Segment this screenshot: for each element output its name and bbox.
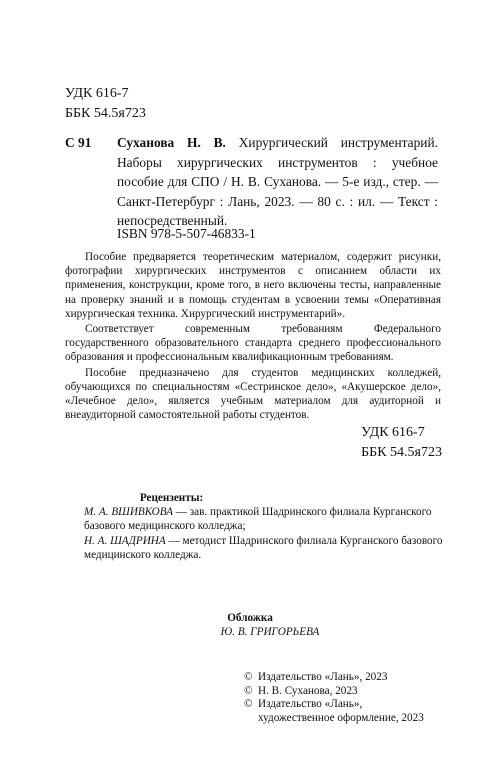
author-name: Суханова Н. В.	[117, 135, 226, 150]
reviewer-role: — зав. практикой Шадринского филиала Курганского базового медицинского колледжа;	[84, 506, 432, 533]
reviewer-role: — методист Шадринского филиала Курганского базового медицинского колледжа.	[84, 534, 443, 561]
abstract-paragraph: Пособие предназначено для студентов медицинских колледжей, обучающихся по специальностям «Сестринское дело», «Акушерское дело», «Лечебное дело», является учебным материалом для аудиторной и внеаудиторной самостоятельной работы студентов.	[65, 366, 441, 422]
reviewer-name: М. А. ВШИВКОВА	[84, 506, 173, 519]
reviewers-heading: Рецензенты:	[139, 492, 204, 504]
classification-top	[65, 84, 146, 124]
bbk-code: ББК 54.5я723	[65, 106, 146, 121]
abstract-paragraph: Соответствует современным требованиям Федерального государственного образовательного стандарта среднего профессионального образования и профессиональным квалификационным требованиям.	[65, 323, 441, 364]
copyright-line	[244, 698, 424, 712]
reviewer-entry	[84, 534, 444, 562]
cover-heading: Обложка	[227, 612, 273, 624]
cover-artist: Ю. В. ГРИГОРЬЕВА	[220, 626, 320, 638]
copyright-holder: Издательство «Лань», 2023	[258, 671, 388, 683]
copyright-holder: Н. В. Суханова, 2023	[258, 684, 358, 697]
udk-code: УДК 616-7	[65, 86, 129, 101]
classification-bottom	[361, 423, 442, 463]
copyright-line	[244, 685, 424, 699]
copyright-block	[244, 671, 424, 725]
copyright-continuation: художественное оформление, 2023	[258, 711, 424, 724]
copyright-line	[244, 671, 424, 685]
copyright-symbol: ©	[244, 671, 253, 683]
copyright-symbol: ©	[244, 684, 253, 697]
author-mark: С 91	[65, 135, 92, 150]
abstract	[65, 250, 441, 423]
copyright-symbol: ©	[244, 698, 253, 710]
reviewer-entry	[84, 505, 444, 533]
bibliographic-description	[117, 133, 438, 231]
bbk-code: ББК 54.5я723	[361, 445, 442, 460]
copyright-holder: Издательство «Лань»,	[258, 698, 363, 710]
reviewers	[84, 491, 444, 562]
description-text: Хирургический инструментарий. Наборы хирургических инструментов : учебное пособие для СПО / Н. В. Суханова. — 5-е изд., стер. — Санкт-Петербург : Лань, 2023. — 80 с. : ил. — Текст : непосредственный.	[117, 135, 438, 228]
abstract-paragraph: Пособие предваряется теоретическим материалом, содержит рисунки, фотографии хирургических инструментов с описанием области их применения, конструкции, кроме того, в него включены тесты, направленные на проверку знаний и в помощь студентам в усвоении темы «Оперативная хирургическая техника. Хирургический инструментарий».	[65, 251, 441, 320]
isbn: ISBN 978-5-507-46833-1	[117, 226, 256, 241]
udk-code: УДК 616-7	[361, 425, 425, 440]
catalog-record	[65, 133, 438, 231]
cover-credit	[180, 611, 360, 639]
reviewer-name: Н. А. ШАДРИНА	[84, 534, 166, 547]
